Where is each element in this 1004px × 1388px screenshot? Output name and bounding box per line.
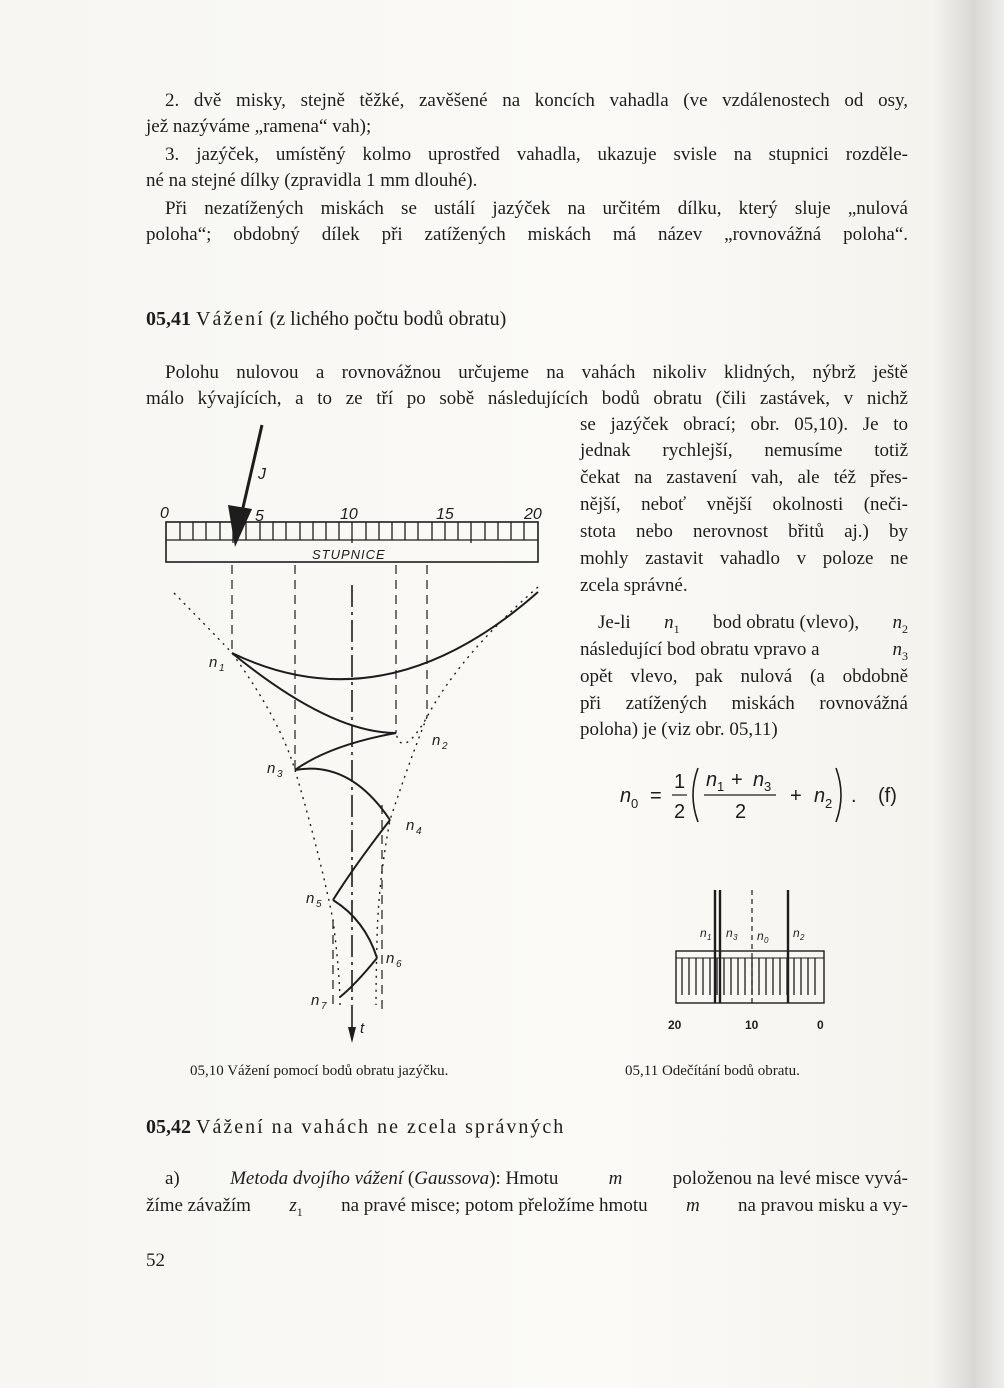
section-title: Vážení: [196, 308, 265, 330]
intro-line-2: jež nazýváme „ramena“ vah);: [146, 116, 372, 137]
label-n6: n: [386, 950, 395, 967]
p1-line-1: Polohu nulovou a rovnovážnou určujeme na vahách nikoliv klidných, nýbrž ještě: [165, 362, 908, 383]
tick-label-10: 10: [340, 506, 358, 523]
section-2-number: 05,42: [146, 1116, 191, 1138]
tick-label-0: 0: [160, 505, 169, 522]
label-n7: n: [311, 992, 320, 1009]
label-n3: n: [267, 760, 276, 777]
formula-n1-sub: 1: [717, 779, 725, 794]
formula-lhs-sub: 0: [631, 796, 639, 811]
p3-line-2: [146, 1193, 908, 1225]
axis-t-label: t: [360, 1020, 365, 1037]
p3-text-4: na pravé misce; potom přeložíme hmotu: [341, 1195, 648, 1216]
fig2-label-n3-sub: 3: [733, 933, 738, 942]
label-n2: n: [432, 732, 441, 749]
tick-label-5: 5: [255, 508, 264, 525]
fig2-label-n2: n: [793, 926, 800, 940]
p1-right-6: mohly zastavit vahadlo v poloze ne: [580, 548, 908, 569]
fig2-scale-ticks: [682, 958, 815, 995]
p1-right-7: zcela správné.: [580, 575, 688, 596]
page-number: 52: [146, 1250, 165, 1271]
scale-label: STUPNICE: [312, 547, 386, 562]
intro-line-3: 3. jazýček, umístěný kolmo uprostřed vahadla, ukazuje svisle na stupnici rozděle-: [165, 144, 908, 165]
fig2-label-n0: n: [757, 929, 764, 943]
intro-line-6: poloha“; obdobný dílek při zatížených miskách má název „rovnovážná poloha“.: [146, 224, 908, 245]
pointer-arrowhead: [228, 505, 252, 547]
intro-line-4: né na stejné dílky (zpravidla 1 mm dlouhé).: [146, 170, 478, 191]
formula-plus-1: +: [731, 769, 743, 791]
p3-text-2: položenou na levé misce vyvá-: [672, 1168, 908, 1189]
caption-0510: 05,10 Vážení pomocí bodů obratu jazýčku.: [190, 1063, 449, 1079]
label-n7-sub: 7: [321, 1001, 327, 1012]
section-2-title: Vážení na vahách ne zcela správných: [196, 1116, 566, 1138]
formula-dot: .: [851, 785, 857, 807]
swing-n1-n2: [232, 653, 396, 733]
p3-method: Metoda dvojího vážení: [230, 1168, 404, 1189]
label-n4-sub: 4: [416, 826, 422, 837]
p3-var-m: m: [608, 1168, 623, 1189]
p3-var-m-2: m: [685, 1195, 700, 1216]
fig2-label-n1-sub: 1: [707, 933, 712, 942]
p2-text-2a: následující bod obratu vpravo a: [580, 639, 820, 660]
section-heading-0541: [146, 306, 506, 332]
label-n3-sub: 3: [277, 769, 283, 780]
section-subtitle: (z lichého počtu bodů obratu): [269, 308, 507, 330]
formula-tag: (f): [878, 785, 897, 807]
p2-line-5: poloha) je (viz obr. 05,11): [580, 719, 778, 740]
p2-var-n3: $n_3$: [892, 639, 908, 663]
p2-text-1b: bod obratu (vlevo),: [712, 612, 860, 633]
fig2-label-n0-sub: 0: [764, 936, 769, 945]
label-n1-sub: 1: [219, 663, 225, 674]
formula-f: [610, 760, 910, 830]
formula-n3-sub: 3: [764, 779, 772, 794]
label-n1: n: [209, 654, 218, 671]
p1-right-1: se jazýček obrací; obr. 05,10). Je to: [580, 414, 908, 435]
p1-right-3: čekat na zastavení vah, ale též přes-: [580, 467, 908, 488]
swing-n5-n6: [333, 900, 377, 958]
formula-n2-sub: 2: [825, 796, 833, 811]
fig2-label-n2-sub: 2: [800, 933, 805, 942]
fig2-tick-0: 0: [817, 1018, 824, 1032]
swing-n6-n7: [340, 958, 377, 997]
p2-line-3: opět vlevo, pak nulová (a obdobně: [580, 666, 908, 687]
figure-0511: [660, 885, 840, 1035]
p3-gauss: Gaussova: [414, 1168, 490, 1189]
p2-word-jeli: Je-li: [598, 612, 631, 633]
tick-label-20: 20: [524, 506, 542, 523]
formula-one: 1: [674, 771, 686, 793]
formula-denominator: 2: [735, 801, 747, 823]
swing-n2-n3: [295, 733, 396, 770]
label-n5-sub: 5: [316, 899, 322, 910]
pointer-label: J: [258, 466, 266, 483]
intro-line-5: Při nezatížených miskách se ustálí jazýček na určitém dílku, který sluje „nulová: [165, 198, 908, 219]
p2-var-n2: $n_2$: [892, 612, 908, 636]
p1-right-2: jednak rychlejší, nemusíme totiž: [580, 440, 908, 461]
formula-equals: =: [650, 785, 662, 807]
p3-line-1: a) Metoda dvojího vážení (Gaussova): Hmotu m položenou na levé misce vyvá-: [165, 1166, 908, 1192]
formula-two: 2: [674, 801, 686, 823]
label-n6-sub: 6: [396, 959, 402, 970]
figure-0510: [140, 415, 570, 1055]
section-number: 05,41: [146, 308, 191, 330]
p2-line-4: při zatížených miskách rovnovážná: [580, 693, 908, 714]
p3-item-label: a): [165, 1168, 180, 1189]
tick-label-15: 15: [436, 506, 454, 523]
caption-0511: 05,11 Odečítání bodů obratu.: [625, 1063, 800, 1079]
p3-text-3: žíme závažím: [146, 1195, 251, 1216]
fig2-tick-20: 20: [668, 1018, 682, 1032]
projection-lines: [232, 565, 427, 1010]
p1-line-2: málo kývajících, a to ze tří po sobě následujících bodů obratu (čili zastávek, v nichž: [146, 388, 908, 409]
p3-text-5: na pravou misku a vy-: [738, 1195, 908, 1216]
intro-line-1: 2. dvě misky, stejně těžké, zavěšené na koncích vahadla (ve vzdálenostech od osy,: [165, 90, 908, 111]
label-n4: n: [406, 817, 415, 834]
section-heading-0542: [146, 1114, 565, 1140]
formula-n2: n: [814, 785, 826, 807]
swing-n1-start: [232, 592, 538, 679]
p3-var-z1: $z_1$: [289, 1195, 303, 1219]
p2-var-n1: $n_1$: [664, 612, 680, 636]
fig2-label-n1: n: [700, 926, 707, 940]
label-n2-sub: 2: [442, 741, 448, 752]
p1-right-5: stota nebo nerovnost břitů aj.) by: [580, 521, 908, 542]
formula-plus-2: +: [790, 785, 802, 807]
p1-right-4: nější, neboť vnější okolnosti (neči-: [580, 494, 908, 515]
p3-text-1: ): Hmotu: [489, 1168, 559, 1189]
formula-n3: n: [753, 769, 765, 791]
label-n5: n: [306, 890, 315, 907]
envelope-left: [174, 593, 340, 1005]
swing-n3-n4: [295, 769, 390, 820]
fig2-tick-10: 10: [745, 1018, 759, 1032]
formula-n1: n: [706, 769, 718, 791]
formula-lhs: n: [620, 785, 632, 807]
fig2-label-n3: n: [726, 926, 733, 940]
fig2-scale-box: [676, 951, 824, 1003]
